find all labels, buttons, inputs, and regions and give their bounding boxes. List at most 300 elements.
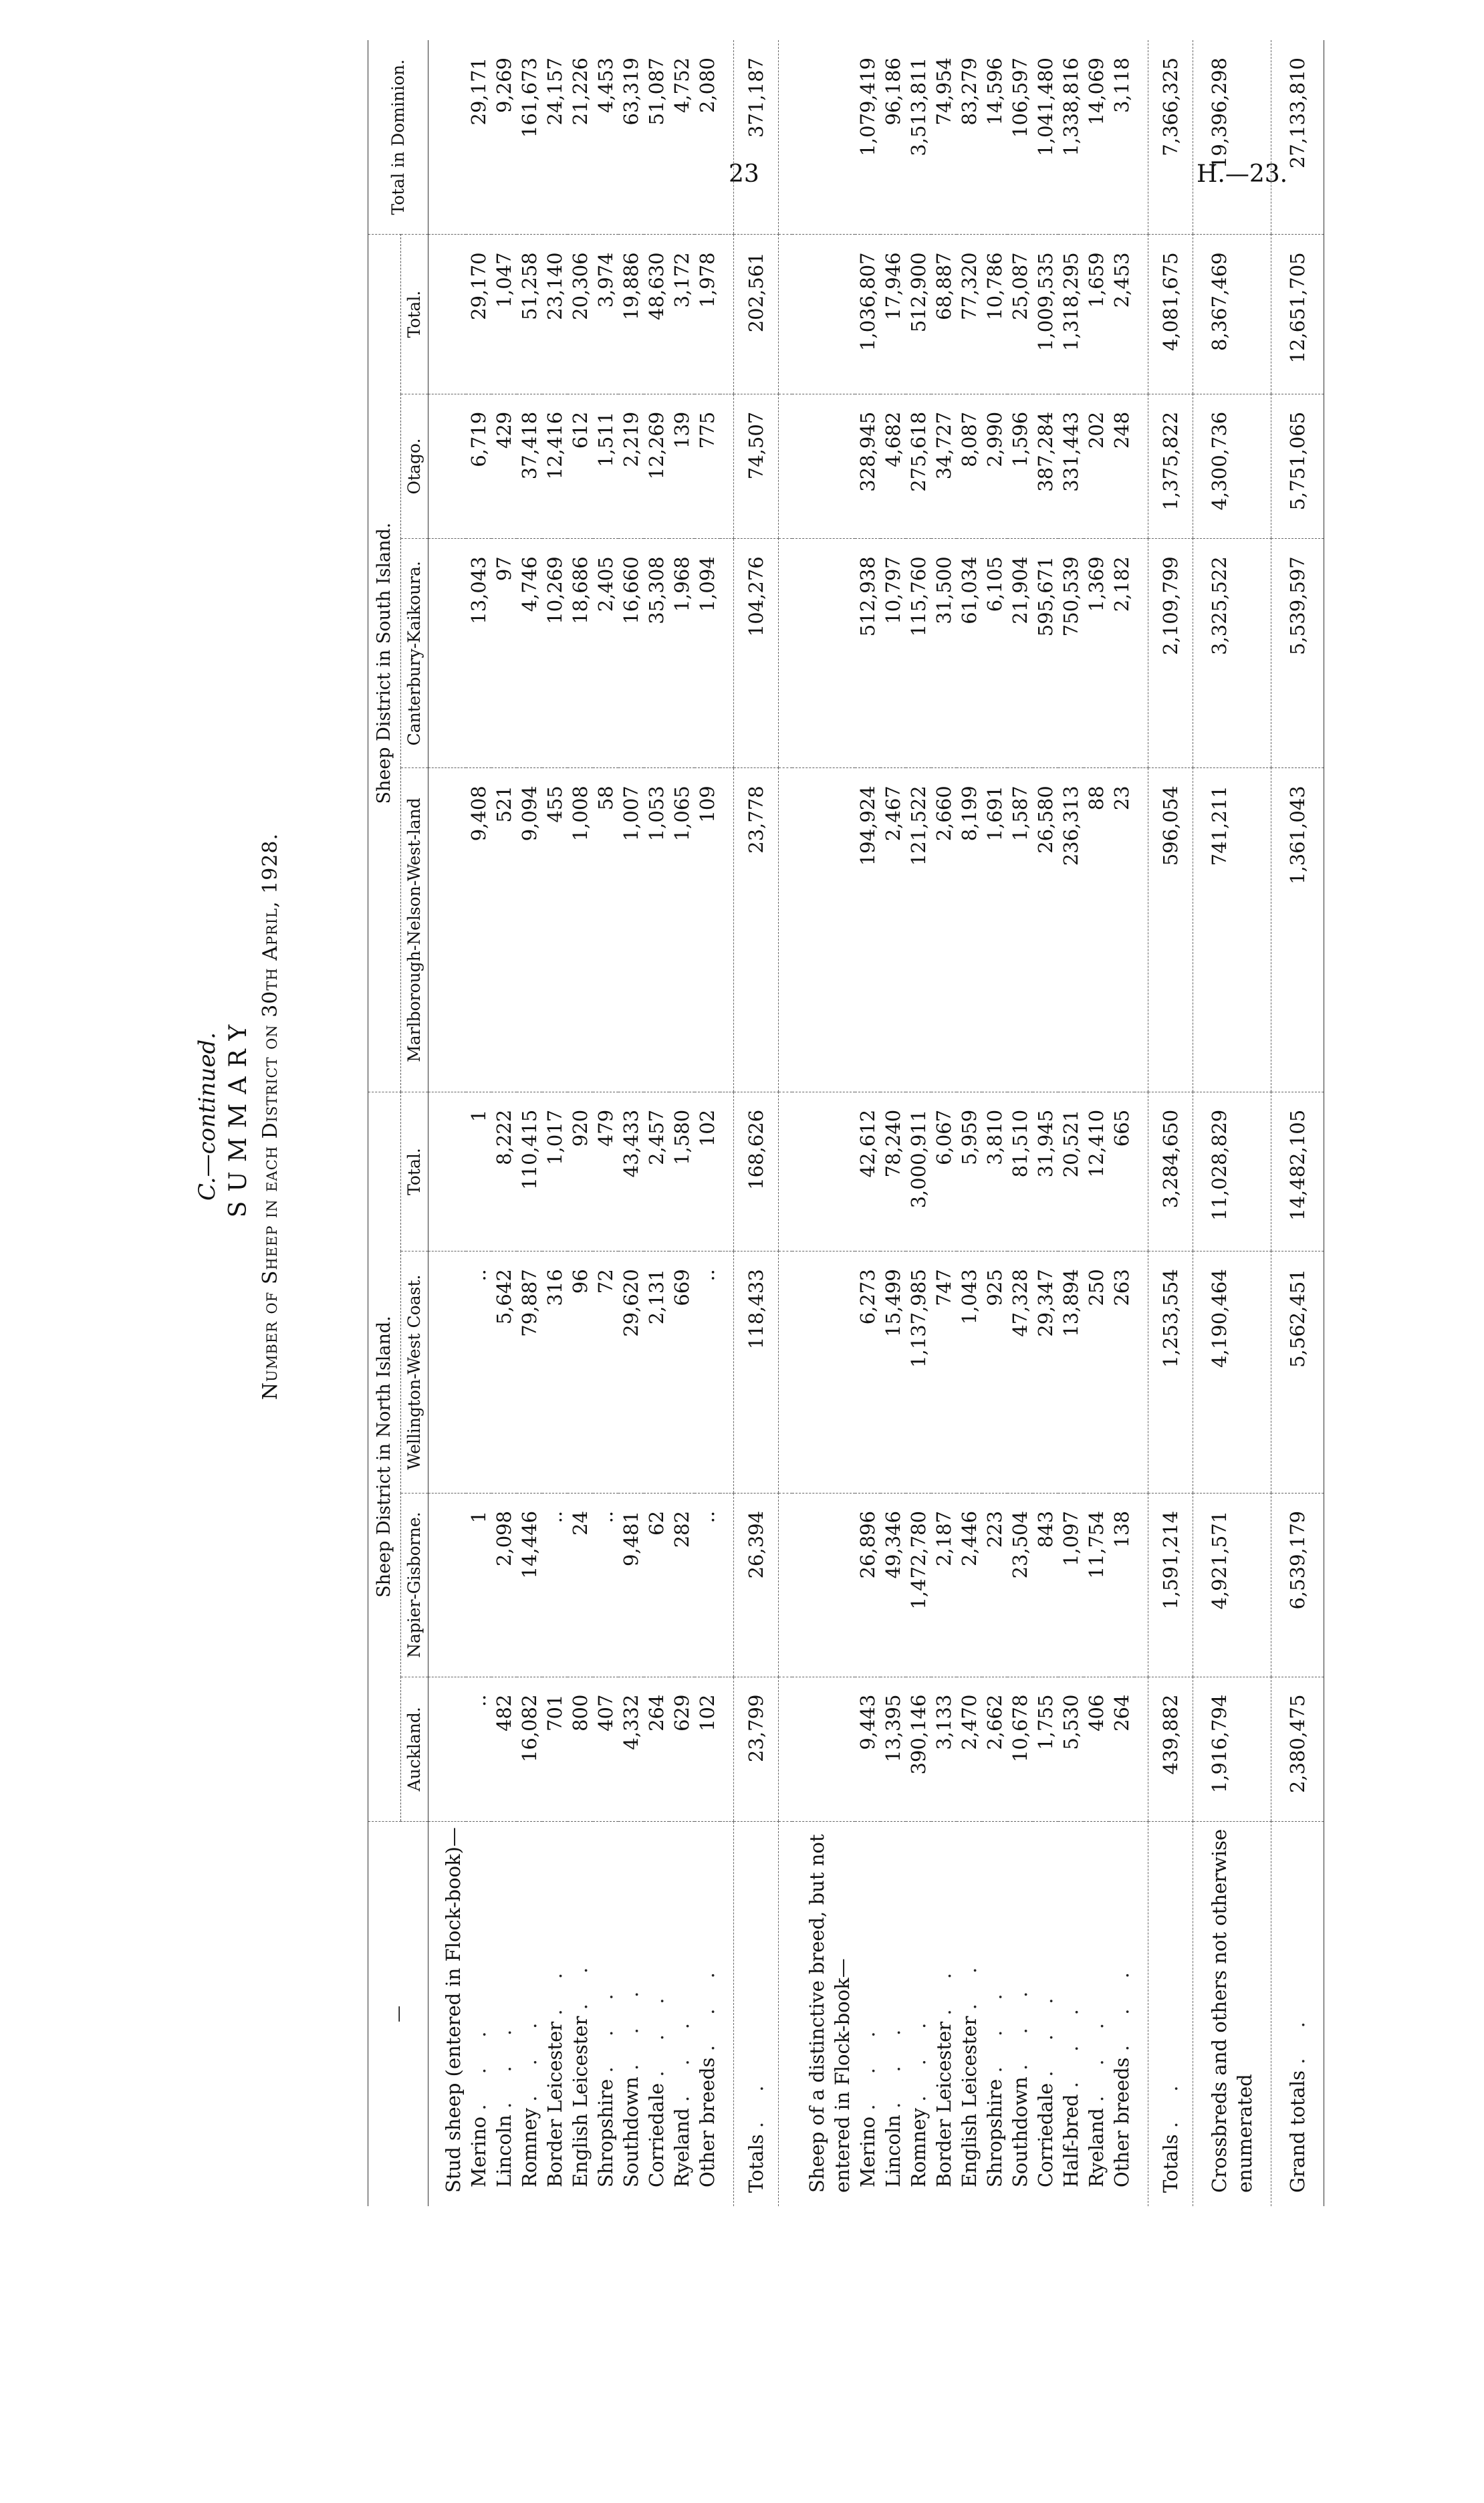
value-cell: 925 [982, 1252, 1007, 1494]
value-cell: 596,054 [1148, 768, 1193, 1092]
stud-section-heading [428, 40, 467, 2206]
value-cell: 371,187 [734, 40, 779, 235]
row-label-text: Southdown [620, 2076, 642, 2187]
value-cell: 2,457 [644, 1092, 669, 1251]
row-label [931, 1822, 957, 2206]
stud-breed-row [517, 40, 542, 2206]
leader-dots: . . [543, 1961, 566, 2016]
value-cell: 264 [644, 1677, 669, 1822]
row-label [1109, 1822, 1134, 2206]
value-cell: 8,199 [957, 768, 982, 1092]
leader-dots: . . . [1009, 1979, 1031, 2070]
stud-breed-row [644, 40, 669, 2206]
value-cell: 23,504 [1007, 1493, 1033, 1677]
north-total-header: Total. [401, 1092, 428, 1251]
leader-dots: . . . [467, 2019, 490, 2111]
leader-dots: . . [1159, 2073, 1182, 2129]
row-label-text: Merino [856, 2116, 879, 2187]
value-cell: 5,959 [957, 1092, 982, 1251]
value-cell: 750,539 [1058, 539, 1084, 768]
sheep-summary-table [368, 40, 1324, 2206]
value-cell: 1,916,794 [1193, 1677, 1271, 1822]
row-label-text: Shropshire [594, 2078, 617, 2187]
distinctive-breed-row [931, 40, 957, 2206]
value-cell: 1,596 [1007, 394, 1033, 539]
value-cell: 263 [1109, 1252, 1134, 1494]
value-cell: 47,328 [1007, 1252, 1033, 1494]
value-cell: 1,338,816 [1060, 57, 1082, 156]
value-cell: 8,222 [491, 1092, 517, 1251]
stud-breed-row [695, 40, 720, 2206]
value-cell: .. [466, 1252, 491, 1494]
value-cell: 42,612 [855, 1092, 880, 1251]
leader-dots: . . . [983, 1982, 1006, 2073]
leader-dots: . . . [594, 1982, 617, 2073]
value-cell: 9,443 [855, 1677, 880, 1822]
value-cell: 4,682 [880, 394, 906, 539]
row-label [734, 1822, 779, 2206]
value-cell: 14,446 [517, 1493, 542, 1677]
rotated-table-page [167, 0, 1357, 2233]
row-label [1193, 1822, 1271, 2206]
value-cell: 1,017 [542, 1092, 568, 1251]
value-cell: 118,433 [734, 1252, 779, 1494]
row-label-text: Border Leicester [933, 2021, 955, 2187]
value-cell: 9,094 [517, 768, 542, 1092]
value-cell: 17,946 [880, 235, 906, 394]
row-label [1148, 1822, 1193, 2206]
value-cell: 4,081,675 [1148, 235, 1193, 394]
value-cell: 8,087 [957, 394, 982, 539]
value-cell: 12,416 [542, 394, 568, 539]
value-cell: 328,945 [855, 394, 880, 539]
row-label [1084, 1822, 1109, 2206]
value-cell: 429 [491, 394, 517, 539]
value-cell: 629 [669, 1677, 695, 1822]
value-cell: 4,921,571 [1193, 1493, 1271, 1677]
value-cell: 390,146 [906, 1677, 931, 1822]
value-cell: 1,065 [669, 768, 695, 1092]
row-label [1271, 1822, 1324, 2206]
value-cell: 16,082 [517, 1677, 542, 1822]
value-cell: 1,008 [568, 768, 593, 1092]
value-cell: 479 [593, 1092, 618, 1251]
value-cell: 2,380,475 [1271, 1677, 1324, 1822]
canterbury-header: Canterbury-Kaikoura. [401, 539, 428, 768]
value-cell: 19,396,298 [1193, 40, 1271, 235]
value-cell: 14,482,105 [1271, 1092, 1324, 1251]
value-cell: 43,433 [618, 1092, 644, 1251]
value-cell: 31,945 [1033, 1092, 1058, 1251]
value-cell: 29,347 [1033, 1252, 1058, 1494]
value-cell: 282 [669, 1493, 695, 1677]
value-cell: 23,799 [734, 1677, 779, 1822]
value-cell: 102 [695, 1092, 720, 1251]
value-cell: 10,678 [1007, 1677, 1033, 1822]
value-cell: 595,671 [1033, 539, 1058, 768]
value-cell: 14,596 [983, 57, 1006, 126]
row-label [982, 1822, 1007, 2206]
leader-dots: . . [1286, 2010, 1309, 2064]
value-cell: 20,306 [568, 235, 593, 394]
row-label [695, 1822, 720, 2206]
value-cell: 1,691 [982, 768, 1007, 1092]
page-reference: H.—23. [1197, 160, 1288, 188]
value-cell: 248 [1109, 394, 1134, 539]
distinctive-breed-row [1058, 40, 1084, 2206]
distinctive-breed-row [880, 40, 906, 2206]
value-cell: 13,395 [880, 1677, 906, 1822]
value-cell: 97 [491, 539, 517, 768]
value-cell: 27,133,810 [1271, 40, 1324, 235]
value-cell: 4,453 [594, 57, 617, 114]
distinctive-breed-row [906, 40, 931, 2206]
value-cell: 26,394 [734, 1493, 779, 1677]
value-cell: 62 [644, 1493, 669, 1677]
value-cell: 250 [1084, 1252, 1109, 1494]
stud-totals-row [734, 40, 779, 2206]
value-cell: 512,938 [855, 539, 880, 768]
value-cell: 4,300,736 [1193, 394, 1271, 539]
value-cell: 741,211 [1193, 768, 1271, 1092]
distinctive-breed-row [1084, 40, 1109, 2206]
row-label [593, 1822, 618, 2206]
stud-breed-row [491, 40, 517, 2206]
leader-dots: . . . [1034, 1986, 1057, 2077]
page-number: 23 [729, 160, 759, 188]
value-cell: 455 [542, 768, 568, 1092]
value-cell: 1 [466, 1493, 491, 1677]
spacer-row [779, 40, 793, 2206]
value-cell: 121,522 [906, 768, 931, 1092]
stud-breed-row [593, 40, 618, 2206]
value-cell: 29,170 [466, 235, 491, 394]
row-label [568, 1822, 593, 2206]
value-cell: 61,034 [957, 539, 982, 768]
value-cell: 20,521 [1058, 1092, 1084, 1251]
row-label-text: Shropshire [983, 2078, 1006, 2187]
value-cell: 4,332 [618, 1677, 644, 1822]
value-cell: 264 [1109, 1677, 1134, 1822]
value-cell: 920 [568, 1092, 593, 1251]
table-subtitle: Number of Sheep in each District on 30th April, 1928. [259, 832, 282, 1401]
value-cell: 1,369 [1084, 539, 1109, 768]
row-label [644, 1822, 669, 2206]
row-label-text: Crossbreds and others not otherwise enumerated [1208, 1828, 1256, 2193]
value-cell: 1,036,807 [855, 235, 880, 394]
row-label [669, 1822, 695, 2206]
value-cell: 37,418 [517, 394, 542, 539]
row-label-text: Other breeds [1110, 2057, 1133, 2187]
value-cell: 775 [695, 394, 720, 539]
value-cell: 21,226 [569, 57, 592, 126]
value-cell: .. [695, 1493, 720, 1677]
value-cell: 2,098 [491, 1493, 517, 1677]
value-cell: 439,882 [1148, 1677, 1193, 1822]
value-cell: 2,182 [1109, 539, 1134, 768]
value-cell: 843 [1033, 1493, 1058, 1677]
value-cell: .. [695, 1252, 720, 1494]
value-cell: 109 [695, 768, 720, 1092]
corner-header: — [368, 1822, 428, 2206]
row-label [618, 1822, 644, 2206]
value-cell: 2,187 [931, 1493, 957, 1677]
value-cell: 5,751,065 [1271, 394, 1324, 539]
value-cell: 1,047 [491, 235, 517, 394]
row-label-text: Corriedale [645, 2082, 668, 2187]
value-cell: .. [593, 1493, 618, 1677]
leader-dots: . . . [645, 1986, 668, 2077]
row-label-text: Lincoln [493, 2115, 515, 2187]
row-label [880, 1822, 906, 2206]
row-label [1058, 1822, 1084, 2206]
value-cell: 1,375,822 [1148, 394, 1193, 539]
value-cell: 29,620 [618, 1252, 644, 1494]
value-cell: 23 [1109, 768, 1134, 1092]
value-cell: 8,367,469 [1193, 235, 1271, 394]
value-cell: 1,079,419 [856, 57, 879, 156]
distinctive-totals-row [1148, 40, 1193, 2206]
value-cell: 102 [695, 1677, 720, 1822]
wellington-header: Wellington-West Coast. [401, 1252, 428, 1494]
value-cell: 236,313 [1058, 768, 1084, 1092]
row-label-text: Half-bred [1060, 2094, 1082, 2187]
value-cell: 1,094 [695, 539, 720, 768]
value-cell: 3,810 [982, 1092, 1007, 1251]
value-cell: 10,786 [982, 235, 1007, 394]
value-cell: 747 [931, 1252, 957, 1494]
row-label [1007, 1822, 1033, 2206]
value-cell: 1,009,535 [1033, 235, 1058, 394]
value-cell: 10,797 [880, 539, 906, 768]
distinctive-breed-row [1033, 40, 1058, 2206]
value-cell: 1,041,480 [1034, 57, 1057, 156]
value-cell: 10,269 [542, 539, 568, 768]
value-cell: 2,453 [1109, 235, 1134, 394]
value-cell: 1,755 [1033, 1677, 1058, 1822]
value-cell: 21,904 [1007, 539, 1033, 768]
row-label [1033, 1822, 1058, 2206]
heading [167, 0, 282, 2233]
value-cell: 68,887 [931, 235, 957, 394]
stud-heading-text: Stud sheep (entered in Flock-book)— [428, 1822, 467, 2206]
value-cell: 88 [1084, 768, 1109, 1092]
value-cell: 9,269 [493, 57, 515, 114]
value-cell: 18,686 [568, 539, 593, 768]
row-label-text: Totals [1159, 2134, 1182, 2193]
value-cell: 4,190,464 [1193, 1252, 1271, 1494]
value-cell: 2,990 [982, 394, 1007, 539]
marlborough-header: Marlborough-Nelson-West-land [401, 768, 428, 1092]
row-label [491, 1822, 517, 2206]
table-header [368, 40, 428, 2206]
row-label [855, 1822, 880, 2206]
value-cell: 13,894 [1058, 1252, 1084, 1494]
value-cell: 24 [568, 1493, 593, 1677]
value-cell: 83,279 [958, 57, 981, 126]
crossbreds-row [1193, 40, 1271, 2206]
leader-dots: . . . [696, 1960, 719, 2052]
value-cell: 115,760 [906, 539, 931, 768]
value-cell: 78,240 [880, 1092, 906, 1251]
value-cell: 72 [593, 1252, 618, 1494]
value-cell: 96 [568, 1252, 593, 1494]
value-cell: 1,043 [957, 1252, 982, 1494]
value-cell: 14,069 [1085, 57, 1108, 126]
value-cell: 110,415 [517, 1092, 542, 1251]
value-cell: 29,171 [467, 57, 490, 126]
value-cell: 2,080 [696, 57, 719, 114]
value-cell: 106,597 [1009, 57, 1031, 138]
value-cell: 16,660 [618, 539, 644, 768]
otago-header: Otago. [401, 394, 428, 539]
row-label-text: Corriedale [1034, 2082, 1057, 2187]
value-cell: 202 [1084, 394, 1109, 539]
leader-dots: . . . [907, 2010, 930, 2102]
value-cell: 26,896 [855, 1493, 880, 1677]
value-cell: 25,087 [1007, 235, 1033, 394]
value-cell: 521 [491, 768, 517, 1092]
value-cell: 1,591,214 [1148, 1493, 1193, 1677]
row-label-text: Lincoln [882, 2115, 904, 2187]
continued-label: C.—continued. [194, 1032, 221, 1201]
value-cell: 1,968 [669, 539, 695, 768]
south-island-group-header: Sheep District in South Island. [368, 235, 401, 1092]
value-cell: 12,410 [1084, 1092, 1109, 1251]
grand-totals-row [1271, 40, 1324, 2206]
value-cell: 3,172 [669, 235, 695, 394]
value-cell: 512,900 [906, 235, 931, 394]
value-cell: 665 [1109, 1092, 1134, 1251]
value-cell: 1,659 [1084, 235, 1109, 394]
distinctive-section-heading [792, 40, 855, 2206]
leader-dots: . . . [493, 2017, 515, 2109]
row-label-text: Grand totals [1286, 2070, 1309, 2193]
row-label [517, 1822, 542, 2206]
value-cell: 2,660 [931, 768, 957, 1092]
row-label-text: Merino [467, 2116, 490, 2187]
distinctive-heading-text: Sheep of a distinctive breed, but not entered in Flock-book— [792, 1822, 855, 2206]
value-cell: 49,346 [880, 1493, 906, 1677]
value-cell: 202,561 [734, 235, 779, 394]
leader-dots: . . . [856, 2019, 879, 2111]
value-cell: 407 [593, 1677, 618, 1822]
value-cell: 5,562,451 [1271, 1252, 1324, 1494]
value-cell: 331,443 [1058, 394, 1084, 539]
value-cell: 4,752 [670, 57, 693, 114]
distinctive-breed-row [1109, 40, 1134, 2206]
value-cell: 9,481 [618, 1493, 644, 1677]
value-cell: .. [542, 1493, 568, 1677]
stud-breed-row [568, 40, 593, 2206]
value-cell: 1,097 [1058, 1493, 1084, 1677]
value-cell: 139 [669, 394, 695, 539]
value-cell: 58 [593, 768, 618, 1092]
value-cell: 4,746 [517, 539, 542, 768]
value-cell: 35,308 [644, 539, 669, 768]
row-label-text: Ryeland [1085, 2108, 1108, 2187]
distinctive-breed-row [855, 40, 880, 2206]
row-label-text: Border Leicester [543, 2021, 566, 2187]
value-cell: 1,053 [644, 768, 669, 1092]
value-cell: 11,028,829 [1193, 1092, 1271, 1251]
value-cell: 406 [1084, 1677, 1109, 1822]
value-cell: 74,507 [734, 394, 779, 539]
row-label [542, 1822, 568, 2206]
value-cell: 3,118 [1110, 57, 1133, 114]
value-cell: 275,618 [906, 394, 931, 539]
value-cell: 1,580 [669, 1092, 695, 1251]
value-cell: 63,319 [620, 57, 642, 126]
row-label-text: Southdown [1009, 2076, 1031, 2187]
value-cell: 223 [982, 1493, 1007, 1677]
value-cell: 168,626 [734, 1092, 779, 1251]
value-cell: 138 [1109, 1493, 1134, 1677]
value-cell: 2,109,799 [1148, 539, 1193, 768]
value-cell: 23,778 [734, 768, 779, 1092]
value-cell: 96,186 [882, 57, 904, 126]
value-cell: 81,510 [1007, 1092, 1033, 1251]
leader-dots: . . . [1110, 1960, 1133, 2052]
value-cell: 77,320 [957, 235, 982, 394]
summary-title: SUMMARY [225, 1015, 252, 1218]
value-cell: 5,642 [491, 1252, 517, 1494]
value-cell: 24,157 [543, 57, 566, 126]
value-cell: 1,361,043 [1271, 768, 1324, 1092]
value-cell: 482 [491, 1677, 517, 1822]
stud-breed-row [669, 40, 695, 2206]
leader-dots: . . . [882, 2017, 904, 2109]
row-label-text: Romney [907, 2107, 930, 2187]
row-label-text: Totals [745, 2134, 767, 2193]
row-label-text: Ryeland [670, 2108, 693, 2187]
value-cell: 51,258 [517, 235, 542, 394]
row-label [957, 1822, 982, 2206]
value-cell: 2,446 [957, 1493, 982, 1677]
value-cell: 104,276 [734, 539, 779, 768]
value-cell: 3,284,650 [1148, 1092, 1193, 1251]
value-cell: 2,467 [880, 768, 906, 1092]
leader-dots: . . [745, 2073, 767, 2129]
distinctive-breed-row [982, 40, 1007, 2206]
value-cell: 74,954 [933, 57, 955, 126]
value-cell: 1,511 [593, 394, 618, 539]
value-cell: 6,719 [466, 394, 491, 539]
value-cell: 48,630 [644, 235, 669, 394]
value-cell: 5,539,597 [1271, 539, 1324, 768]
value-cell: 1,472,780 [906, 1493, 931, 1677]
value-cell: 26,580 [1033, 768, 1058, 1092]
value-cell: 1,253,554 [1148, 1252, 1193, 1494]
row-label-text: Romney [518, 2107, 541, 2187]
row-label [466, 1822, 491, 2206]
value-cell: 7,366,325 [1148, 40, 1193, 235]
north-island-group-header: Sheep District in North Island. [368, 1092, 401, 1821]
leader-dots: . . . [518, 2010, 541, 2102]
value-cell: 19,886 [618, 235, 644, 394]
stud-breed-row [466, 40, 491, 2206]
value-cell: 5,530 [1058, 1677, 1084, 1822]
value-cell: 3,000,911 [906, 1092, 931, 1251]
value-cell: 31,500 [931, 539, 957, 768]
leader-dots: . . [958, 1955, 981, 2010]
value-cell: 23,140 [542, 235, 568, 394]
value-cell: 387,284 [1033, 394, 1058, 539]
value-cell: 701 [542, 1677, 568, 1822]
table-body [428, 40, 1324, 2206]
distinctive-breed-row [1007, 40, 1033, 2206]
value-cell: .. [466, 1677, 491, 1822]
